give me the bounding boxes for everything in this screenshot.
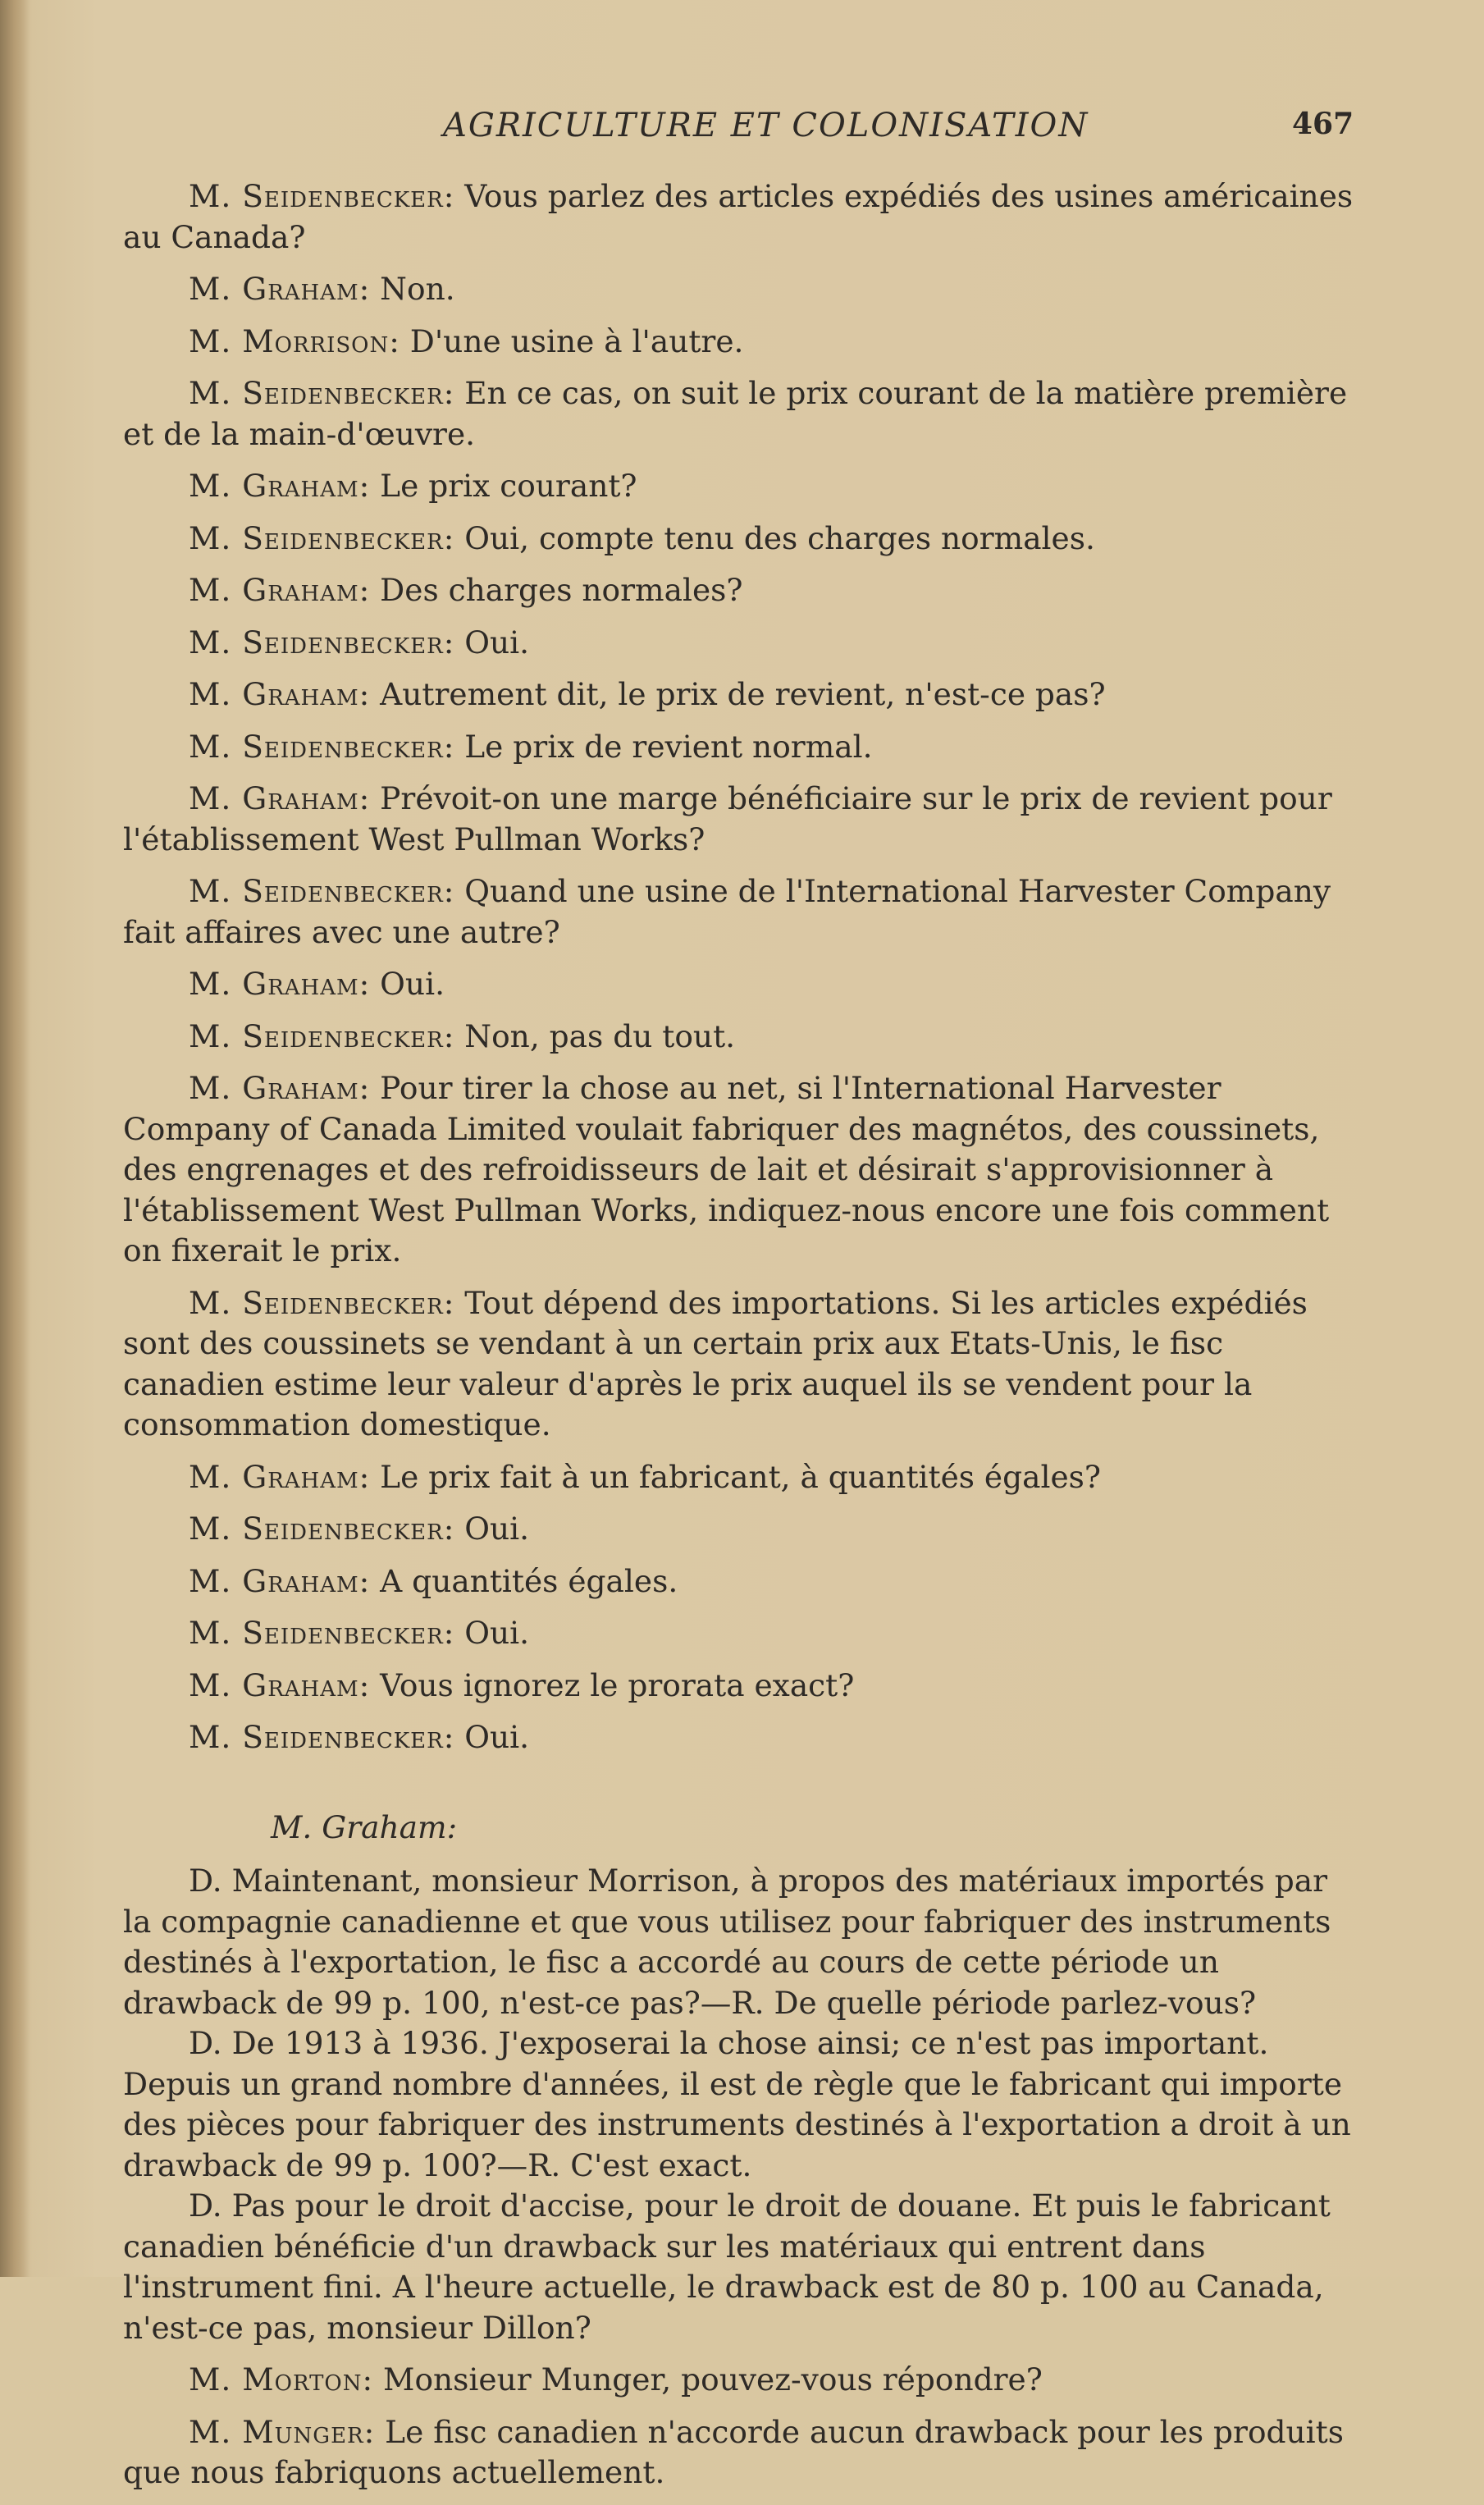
dialogue-paragraph xyxy=(123,964,1354,1005)
page-body xyxy=(123,176,1354,2505)
speech: Autrement dit, le prix de revient, n'est-ce pas? xyxy=(370,676,1106,712)
page-header xyxy=(0,107,1484,156)
speech: Le prix fait à un fabricant, à quantités égales? xyxy=(370,1458,1102,1495)
dialogue-paragraph xyxy=(123,176,1354,258)
speech: Le fisc canadien n'accorde aucun drawback pour les produits que nous fabriquons actuellement. xyxy=(123,2413,1344,2490)
speaker: M. Seidenbecker: xyxy=(189,873,455,909)
speaker: M. Morrison: xyxy=(189,322,400,359)
speaker: M. Graham: xyxy=(189,676,371,712)
speech: Pour tirer la chose au net, si l'International Harvester Company of Canada Limited voulait fabriquer des magnétos, des coussinets, des engrenages et des refroidisseurs de lait et désirait s'approvisionner à l'établissement West Pullman Works, indiquez-nous encore une fois comment on fixerait le prix. xyxy=(123,1070,1330,1268)
dialogue-paragraph xyxy=(123,1717,1354,1758)
qa-paragraph: D. De 1913 à 1936. J'exposerai la chose ainsi; ce n'est pas important. Depuis un grand nombre d'années, il est de règle que le fabricant qui importe des pièces pour fabriquer des instruments destinés à l'exportation a droit à un drawback de 99 p. 100?—R. C'est exact. xyxy=(123,2025,1351,2183)
dialogue-paragraph xyxy=(123,1613,1354,1654)
speech: Tout dépend des importations. Si les articles expédiés sont des coussinets se vendant à un certain prix aux Etats-Unis, le fisc canadien estime leur valeur d'après le prix auquel ils se vendent pour la consommation domestique. xyxy=(123,1284,1308,1442)
speech: Le prix de revient normal. xyxy=(454,728,873,765)
speaker: M. Seidenbecker: xyxy=(189,1284,455,1321)
speaker: M. Morton: xyxy=(189,2361,374,2398)
dialogue-paragraph xyxy=(123,519,1354,560)
speech: Non. xyxy=(370,271,455,307)
speech: Quand une usine de l'International Harvester Company fait affaires avec une autre? xyxy=(123,873,1331,950)
qa-paragraph: D. Pas pour le droit d'accise, pour le droit de douane. Et puis le fabricant canadien bénéficie d'un drawback sur les matériaux qui entrent dans l'instrument fini. A l'heure actuelle, le drawback est de 80 p. 100 au Canada, n'est-ce pas, monsieur Dillon? xyxy=(123,2187,1331,2346)
section-heading: M. Graham: xyxy=(271,1808,458,1845)
running-title: AGRICULTURE ET COLONISATION xyxy=(443,107,1089,144)
speech: Des charges normales? xyxy=(370,572,743,608)
dialogue-paragraph xyxy=(123,1561,1354,1602)
dialogue-paragraph xyxy=(123,1068,1354,1272)
speech: A quantités égales. xyxy=(370,1562,678,1599)
dialogue-paragraph xyxy=(123,779,1354,860)
speech: Oui. xyxy=(454,1719,530,1755)
speech: Vous ignorez le prorata exact? xyxy=(370,1666,855,1703)
speech: Oui. xyxy=(370,966,445,1002)
speech: Vous parlez des articles expédiés des usines américaines au Canada? xyxy=(123,178,1354,255)
speech: Monsieur Munger, pouvez-vous répondre? xyxy=(373,2361,1043,2398)
book-gutter xyxy=(0,0,30,2277)
qa-paragraph: D. Maintenant, monsieur Morrison, à propos des matériaux importés par la compagnie canadienne et que vous utilisez pour fabriquer des instruments destinés à l'exportation, le fisc a accordé au cours de cette période un drawback de 99 p. 100, n'est-ce pas?—R. De quelle période parlez-vous? xyxy=(123,1863,1331,2021)
dialogue-paragraph xyxy=(123,1457,1354,1498)
dialogue-paragraph xyxy=(123,623,1354,664)
dialogue-paragraph xyxy=(123,1283,1354,1446)
dialogue-paragraph xyxy=(123,871,1354,953)
speech: Oui. xyxy=(454,624,530,661)
speaker: M. Seidenbecker: xyxy=(189,1511,455,1547)
dialogue-paragraph xyxy=(123,1666,1354,1707)
dialogue-paragraph xyxy=(123,269,1354,310)
speaker: M. Seidenbecker: xyxy=(189,519,455,556)
page-number: 467 xyxy=(1292,107,1354,141)
dialogue-paragraph xyxy=(123,570,1354,611)
speaker: M. Graham: xyxy=(189,780,371,816)
dialogue-paragraph xyxy=(123,373,1354,455)
dialogue-paragraph xyxy=(123,322,1354,363)
speaker: M. Seidenbecker: xyxy=(189,178,455,214)
speech: D'une usine à l'autre. xyxy=(400,322,744,359)
speaker: M. Graham: xyxy=(189,966,371,1002)
speaker: M. Seidenbecker: xyxy=(189,375,455,411)
speaker: M. Graham: xyxy=(189,1458,371,1495)
speaker: M. Seidenbecker: xyxy=(189,1017,455,1054)
dialogue-paragraph xyxy=(123,2412,1354,2494)
speaker: M. Munger: xyxy=(189,2413,376,2450)
dialogue-paragraph xyxy=(123,727,1354,768)
speaker: M. Graham: xyxy=(189,468,371,504)
speaker: M. Seidenbecker: xyxy=(189,1615,455,1651)
dialogue-paragraph xyxy=(123,2360,1354,2401)
dialogue-paragraph xyxy=(123,1017,1354,1058)
speech: En ce cas, on suit le prix courant de la matière première et de la main-d'œuvre. xyxy=(123,375,1348,452)
speech: Non, pas du tout. xyxy=(454,1017,736,1054)
speech: Oui. xyxy=(454,1615,530,1651)
speaker: M. Seidenbecker: xyxy=(189,728,455,765)
speaker: M. Seidenbecker: xyxy=(189,624,455,661)
dialogue-paragraph xyxy=(123,674,1354,715)
speaker: M. Graham: xyxy=(189,1562,371,1599)
speaker: M. Graham: xyxy=(189,572,371,608)
speech: Prévoit-on une marge bénéficiaire sur le prix de revient pour l'établissement West Pullman Works? xyxy=(123,780,1332,857)
speech: Oui. xyxy=(454,1511,530,1547)
speech: Oui, compte tenu des charges normales. xyxy=(454,519,1095,556)
speaker: M. Seidenbecker: xyxy=(189,1719,455,1755)
dialogue-paragraph xyxy=(123,466,1354,507)
dialogue-paragraph xyxy=(123,1509,1354,1550)
speaker: M. Graham: xyxy=(189,271,371,307)
speaker: M. Graham: xyxy=(189,1666,371,1703)
speech: Le prix courant? xyxy=(370,468,637,504)
speaker: M. Graham: xyxy=(189,1070,371,1106)
